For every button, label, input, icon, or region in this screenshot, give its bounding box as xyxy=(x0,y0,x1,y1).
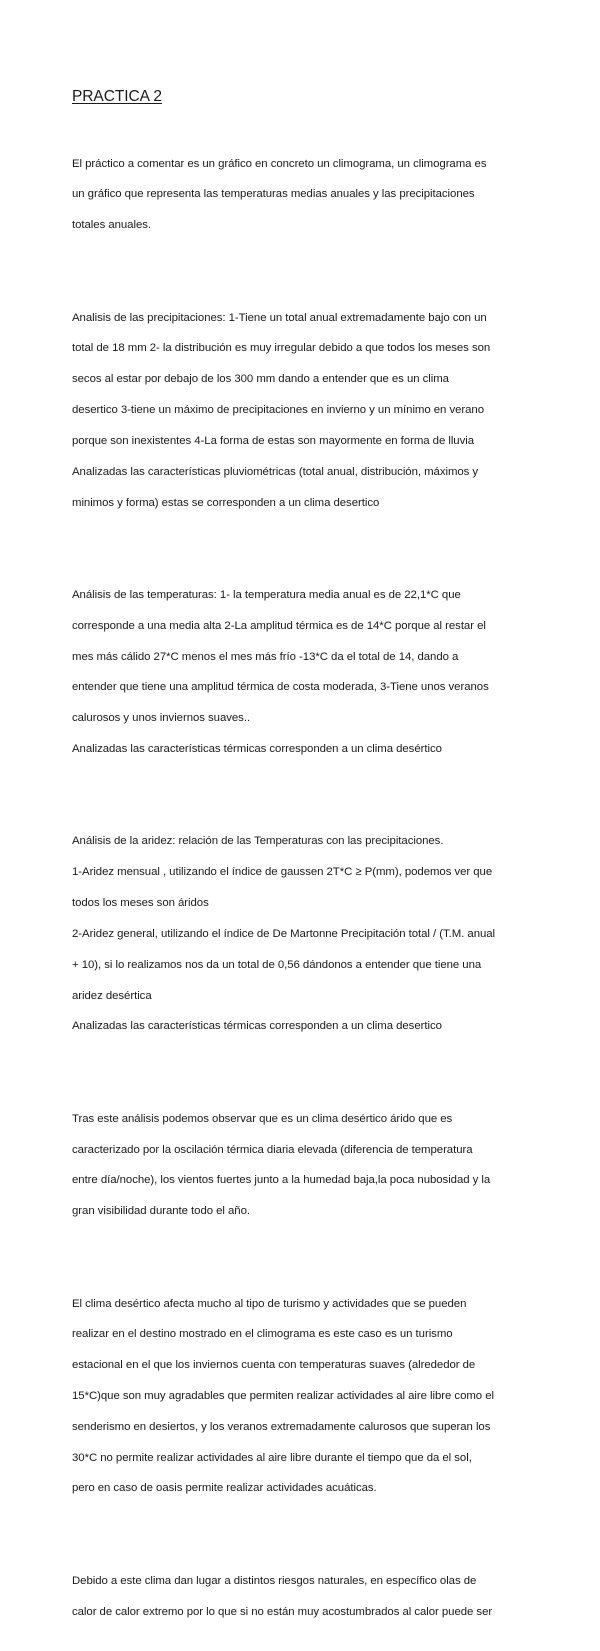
paragraph-aridity-analysis xyxy=(72,819,532,1050)
text-line: Debido a este clima dan lugar a distintos riesgos naturales, en específico olas de xyxy=(72,1574,477,1587)
paragraph-tourism-impact xyxy=(72,1281,532,1512)
text-line: Analizadas las características térmicas corresponden a un clima desertico xyxy=(72,1020,442,1033)
text-line: pero en caso de oasis permite realizar actividades acuáticas. xyxy=(72,1482,377,1495)
text-line: El clima desértico afecta mucho al tipo de turismo y actividades que se pueden xyxy=(72,1297,467,1310)
text-line: senderismo en desiertos, y los veranos extremadamente calurosos que superan los xyxy=(72,1420,491,1433)
text-line: caracterizado por la oscilación térmica diaria elevada (diferencia de temperatura xyxy=(72,1143,473,1156)
text-line: totales anuales. xyxy=(72,219,151,232)
text-line: El práctico a comentar es un gráfico en concreto un climograma, un climograma es xyxy=(72,157,487,170)
paragraph-temperature-analysis xyxy=(72,573,532,773)
text-line: desertico 3-tiene un máximo de precipitaciones en invierno y un mínimo en verano xyxy=(72,404,484,417)
text-line: mes más cálido 27*C menos el mes más frío -13*C da el total de 14, dando a xyxy=(72,650,459,663)
document-title: PRACTICA 2 xyxy=(72,88,162,106)
text-line: entre día/noche), los vientos fuertes junto a la humedad baja,la poca nubosidad y la xyxy=(72,1174,491,1187)
text-line: Tras este análisis podemos observar que es un clima desértico árido que es xyxy=(72,1112,453,1125)
text-line: corresponde a una media alta 2-La amplitud térmica es de 14*C porque al restar el xyxy=(72,619,486,632)
text-line: un gráfico que representa las temperaturas medias anuales y las precipitaciones xyxy=(72,188,475,201)
text-line: realizar en el destino mostrado en el climograma es este caso es un turismo xyxy=(72,1328,453,1341)
text-line: Análisis de la aridez: relación de las Temperaturas con las precipitaciones. xyxy=(72,835,444,848)
text-line: porque son inexistentes 4-La forma de estas son mayormente en forma de lluvia xyxy=(72,434,475,447)
text-line: + 10), si lo realizamos nos da un total de 0,56 dándonos a entender que tiene una xyxy=(72,958,482,971)
text-line: 15*C)que son muy agradables que permiten realizar actividades al aire libre como el xyxy=(72,1390,494,1403)
text-line: calurosos y unos inviernos suaves.. xyxy=(72,712,251,725)
text-line: minimos y forma) estas se corresponden a un clima desertico xyxy=(72,496,380,509)
paragraph-intro xyxy=(72,141,532,249)
text-line: total de 18 mm 2- la distribución es muy irregular debido a que todos los meses son xyxy=(72,342,491,355)
text-line: Analizadas las características térmicas corresponden a un clima desértico xyxy=(72,743,442,756)
text-line: aridez desértica xyxy=(72,989,152,1002)
text-line: Analizadas las características pluviométricas (total anual, distribución, máximos y xyxy=(72,465,479,478)
text-line: secos al estar por debajo de los 300 mm dando a entender que es un clima xyxy=(72,373,449,386)
text-line: entender que tiene una amplitud térmica de costa moderada, 3-Tiene unos veranos xyxy=(72,681,489,694)
text-line: calor de calor extremo por lo que si no están muy acostumbrados al calor puede ser xyxy=(72,1605,493,1618)
paragraph-climate-summary xyxy=(72,1096,532,1235)
text-line: estacional en el que los inviernos cuenta con temperaturas suaves (alrededor de xyxy=(72,1359,476,1372)
text-line: 30*C no permite realizar actividades al aire libre durante el tiempo que da el sol, xyxy=(72,1451,472,1464)
text-line: 2-Aridez general, utilizando el índice de De Martonne Precipitación total / (T.M. anual xyxy=(72,927,496,940)
paragraph-precipitation-analysis xyxy=(72,295,532,526)
text-line: 1-Aridez mensual , utilizando el índice de gaussen 2T*C ≥ P(mm), podemos ver que xyxy=(72,866,493,879)
text-line: todos los meses son áridos xyxy=(72,897,209,910)
text-line: Análisis de las temperaturas: 1- la temperatura media anual es de 22,1*C que xyxy=(72,588,461,601)
document-page xyxy=(72,72,532,1651)
paragraph-natural-risks xyxy=(72,1559,532,1636)
text-line: gran visibilidad durante todo el año. xyxy=(72,1205,250,1218)
text-line: Analisis de las precipitaciones: 1-Tiene un total anual extremadamente bajo con un xyxy=(72,311,487,324)
